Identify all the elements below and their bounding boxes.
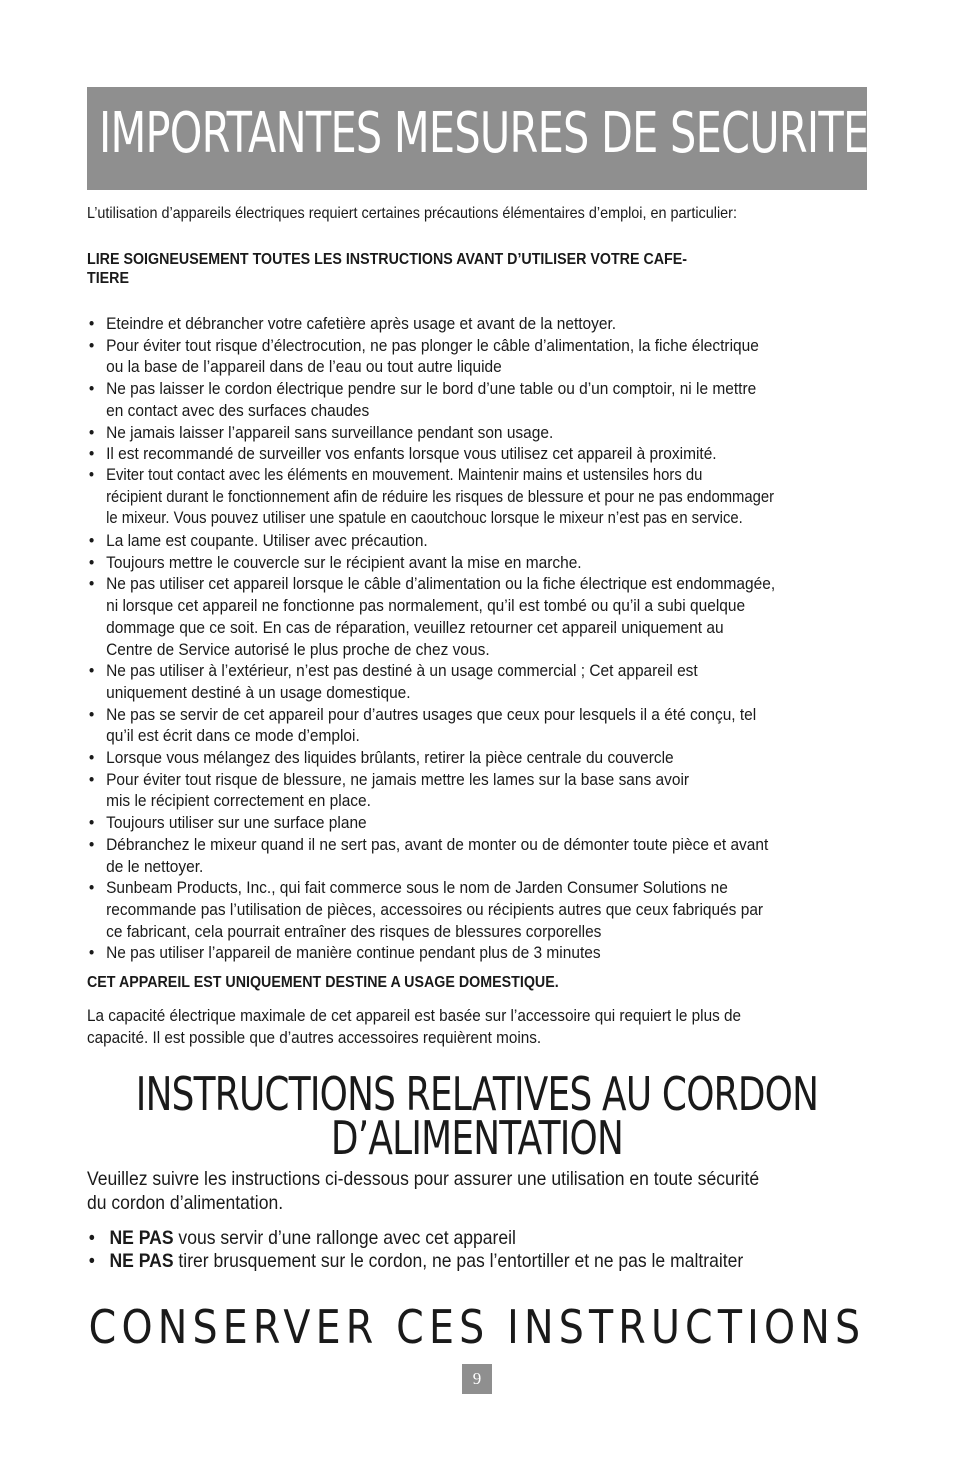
cord-list <box>87 1227 897 1273</box>
list-item: • La lame est coupante. Utiliser avec précaution. <box>87 530 870 552</box>
list-item: • Ne pas se servir de cet appareil pour d’autres usages que ceux pour lesquels il a été conçu, tel qu’il est écrit dans ce mode d’emploi. <box>87 704 870 747</box>
item-text: tirer brusquement sur le cordon, ne pas l’entortiller et ne pas le maltraiter <box>173 1250 744 1272</box>
list-item <box>87 1250 897 1273</box>
page-number: 9 <box>462 1364 492 1394</box>
emphasis-text: NE PAS <box>109 1250 174 1272</box>
list-item: • Eteindre et débrancher votre cafetière après usage et avant de la nettoyer. <box>87 313 870 335</box>
footer-title: CONSERVER CES INSTRUCTIONS <box>88 1300 866 1354</box>
list-item: • Sunbeam Products, Inc., qui fait commerce sous le nom de Jarden Consumer Solutions ne recommande pas l’utilisation de pièces, accessoires ou récipients autres que ceux fabriqués par ce fabricant, cela pourrait entraîner des risques de blessures corporelles <box>87 877 870 942</box>
list-item: • Lorsque vous mélangez des liquides brûlants, retirer la pièce centrale du couvercle <box>87 747 870 769</box>
list-item: • Toujours mettre le couvercle sur le récipient avant la mise en marche. <box>87 552 870 574</box>
warning-heading-text: LIRE SOIGNEUSEMENT TOUTES LES INSTRUCTIONS AVANT D’UTILISER VOTRE CAFE- TIERE <box>87 251 688 287</box>
list-item: • Pour éviter tout risque de blessure, ne jamais mettre les lames sur la base sans avoir mis le récipient correctement en place. <box>87 769 870 812</box>
item-text: vous servir d’une rallonge avec cet appareil <box>173 1227 516 1249</box>
list-item: • Il est recommandé de surveiller vos enfants lorsque vous utilisez cet appareil à proximité. <box>87 443 870 465</box>
list-item: • Toujours utiliser sur une surface plane <box>87 812 870 834</box>
list-item: • Ne pas utiliser cet appareil lorsque le câble d’alimentation ou la fiche électrique est endommagée, ni lorsque cet appareil ne fonctionne pas normalement, qu’il est tombé ou qu’il a subi quelque dommage que ce soit. En cas de réparation, veuillez retourner cet appareil uniquement au Centre de Service autorisé le plus proche de chez vous. <box>87 573 870 660</box>
intro-text: L’utilisation d’appareils électriques requiert certaines précautions élémentaires d’emploi, en particulier: <box>87 205 737 222</box>
page-title: IMPORTANTES MESURES DE SECURITE <box>99 101 869 166</box>
cord-section-title: INSTRUCTIONS RELATIVES AU CORDON D’ALIMENTATION <box>135 1067 819 1165</box>
safety-list <box>87 313 870 964</box>
list-item: • Débranchez le mixeur quand il ne sert pas, avant de monter ou de démonter toute pièce et avant de le nettoyer. <box>87 834 870 877</box>
warning-heading <box>87 250 841 288</box>
list-item: • Ne pas utiliser à l’extérieur, n’est pas destiné à un usage commercial ; Cet appareil est uniquement destiné à un usage domestique. <box>87 660 870 703</box>
emphasis-text: NE PAS <box>109 1227 174 1249</box>
list-item: • Ne jamais laisser l’appareil sans surveillance pendant son usage. <box>87 422 870 444</box>
capacity-note: La capacité électrique maximale de cet appareil est basée sur l’accessoire qui requiert le plus de capacité. Il est possible que d’autres accessoires requièrent moins. <box>87 1006 742 1047</box>
title-banner <box>87 87 867 190</box>
list-item: • Pour éviter tout risque d’électrocution, ne pas plonger le câble d’alimentation, la fiche électrique ou la base de l’appareil dans de l’eau ou tout autre liquide <box>87 335 870 378</box>
list-item: • Ne pas utiliser l’appareil de manière continue pendant plus de 3 minutes <box>87 942 870 964</box>
list-item <box>87 1227 897 1250</box>
list-item: • Eviter tout contact avec les éléments en mouvement. Maintenir mains et ustensiles hors du récipient durant le fonctionnement afin de réduire les risques de blessure et pour ne pas endommager le mixeur. Vous pouvez utiliser une spatule en caoutchouc lorsque le mixeur n’est pas en service. <box>87 465 870 530</box>
list-item: • Ne pas laisser le cordon électrique pendre sur le bord d’une table ou d’un comptoir, ni le mettre en contact avec des surfaces chaudes <box>87 378 870 421</box>
cord-section-intro: Veuillez suivre les instructions ci-dessous pour assurer une utilisation en toute sécurité du cordon d’alimentation. <box>87 1168 760 1214</box>
domestic-use-note: CET APPAREIL EST UNIQUEMENT DESTINE A USAGE DOMESTIQUE. <box>87 974 559 991</box>
